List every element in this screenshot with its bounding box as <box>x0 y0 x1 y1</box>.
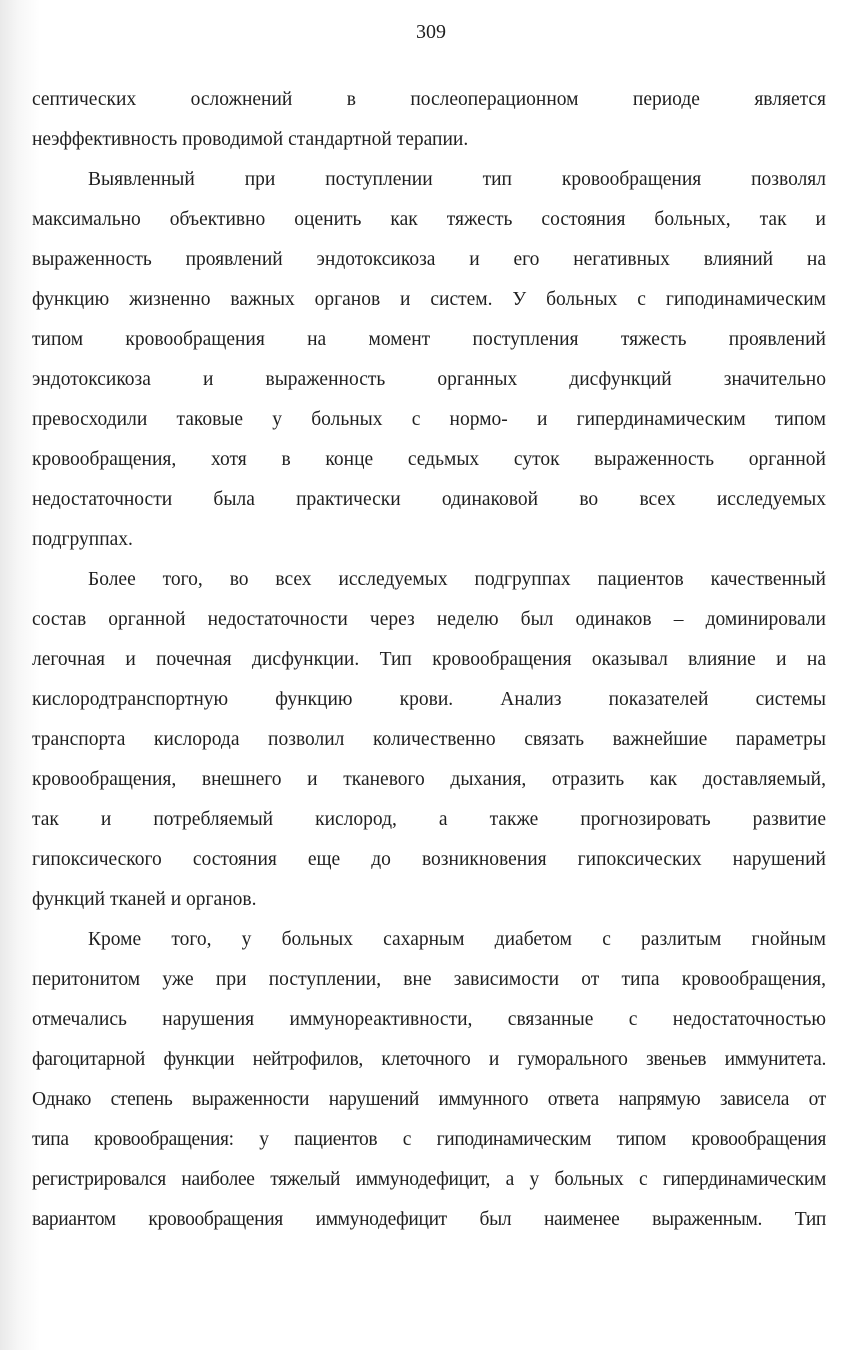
text-line: отмечались нарушения иммунореактивности, связанные с недостаточностью <box>32 1009 826 1030</box>
text-line: фагоцитарной функции нейтрофилов, клеточного и гуморального звеньев иммунитета. <box>32 1049 826 1070</box>
text-line: функций тканей и органов. <box>32 889 257 910</box>
text-line: септических осложнений в послеоперационном периоде является <box>32 89 826 110</box>
body-text <box>32 82 826 1242</box>
text-line: легочная и почечная дисфункции. Тип кровообращения оказывал влияние и на <box>32 649 826 670</box>
text-line: кислородтранспортную функцию крови. Анализ показателей системы <box>32 689 826 710</box>
text-line: недостаточности была практически одинаковой во всех исследуемых <box>32 489 826 510</box>
page-number: 309 <box>416 21 446 43</box>
text-line: кровообращения, внешнего и тканевого дыхания, отразить как доставляемый, <box>32 769 826 790</box>
text-line: кровообращения, хотя в конце седьмых суток выраженность органной <box>32 449 826 470</box>
text-line: превосходили таковые у больных с нормо- и гипердинамическим типом <box>32 409 826 430</box>
text-line: подгруппах. <box>32 529 133 550</box>
text-line: транспорта кислорода позволил количественно связать важнейшие параметры <box>32 729 826 750</box>
text-line: неэффективность проводимой стандартной терапии. <box>32 129 469 150</box>
text-line: состав органной недостаточности через неделю был одинаков – доминировали <box>32 609 826 630</box>
text-line: функцию жизненно важных органов и систем. У больных с гиподинамическим <box>32 289 826 310</box>
text-line: перитонитом уже при поступлении, вне зависимости от типа кровообращения, <box>32 969 826 990</box>
text-line: Однако степень выраженности нарушений иммунного ответа напрямую зависела от <box>32 1089 826 1110</box>
text-line: вариантом кровообращения иммунодефицит был наименее выраженным. Тип <box>32 1209 826 1230</box>
text-line: гипоксического состояния еще до возникновения гипоксических нарушений <box>32 849 826 870</box>
text-line: Более того, во всех исследуемых подгруппах пациентов качественный <box>88 569 826 590</box>
text-line: регистрировался наиболее тяжелый иммунодефицит, а у больных с гипердинамическим <box>32 1169 826 1190</box>
text-line: так и потребляемый кислород, а также прогнозировать развитие <box>32 809 826 830</box>
text-line: Выявленный при поступлении тип кровообращения позволял <box>88 169 826 190</box>
text-line: типа кровообращения: у пациентов с гиподинамическим типом кровообращения <box>32 1129 826 1150</box>
text-line: эндотоксикоза и выраженность органных дисфункций значительно <box>32 369 826 390</box>
text-line: типом кровообращения на момент поступления тяжесть проявлений <box>32 329 826 350</box>
text-line: выраженность проявлений эндотоксикоза и его негативных влияний на <box>32 249 826 270</box>
text-line: максимально объективно оценить как тяжесть состояния больных, так и <box>32 209 826 230</box>
text-line: Кроме того, у больных сахарным диабетом с разлитым гнойным <box>88 929 826 950</box>
